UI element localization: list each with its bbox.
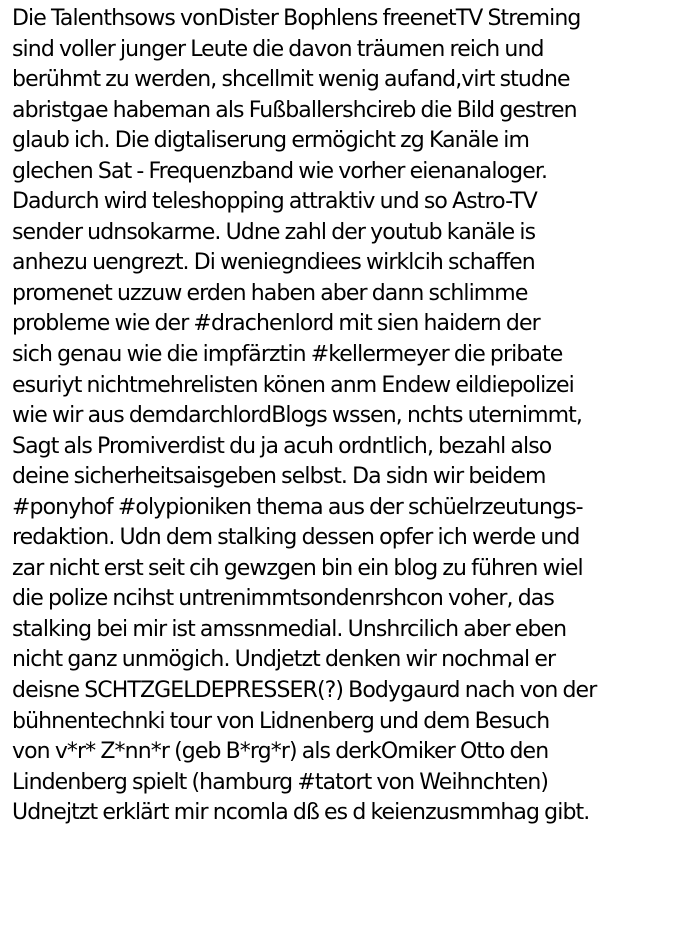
text-line: Sagt als Promiverdist du ja acuh ordntlich, bezahl also xyxy=(12,433,552,459)
text-line: glechen Sat - Frequenzband wie vorher eienanaloger. xyxy=(12,158,548,184)
text-line: promenet uzzuw erden haben aber dann schlimme xyxy=(12,280,528,306)
text-line: deisne SCHTZGELDEPRESSER(?) Bodygaurd nach von der xyxy=(12,678,597,704)
text-line: sind voller junger Leute die davon träumen reich und xyxy=(12,36,544,62)
text-line: probleme wie der #drachenlord mit sien haidern der xyxy=(12,311,540,337)
text-line: von v*r* Z*nn*r (geb B*rg*r) als derkOmiker Otto den xyxy=(12,739,549,765)
text-line: Lindenberg spielt (hamburg #tatort von Weihnchten) xyxy=(12,769,549,795)
text-line: wie wir aus demdarchlordBlogs wssen, nchts uternimmt, xyxy=(12,403,582,429)
text-line: sender udnsokarme. Udne zahl der youtub kanäle is xyxy=(12,219,536,245)
text-line: Udnejtzt erklärt mir ncomla dß es d keienzusmmhag gibt. xyxy=(12,800,590,826)
text-line: Die Talenthsows vonDister Bophlens freenetTV Streming xyxy=(12,6,581,31)
text-line: die polize ncihst untrenimmtsondenrshcon voher, das xyxy=(12,586,554,612)
text-line: sich genau wie die impfärztin #kellermeyer die pribate xyxy=(12,342,563,368)
text-line: esuriyt nichtmehrelisten könen anm Endew eildiepolizei xyxy=(12,372,574,398)
text-line: bühnentechnki tour von Lidnenberg und dem Besuch xyxy=(12,708,550,734)
text-line: glaub ich. Die digtaliserung ermögicht zg Kanäle im xyxy=(12,128,529,154)
text-line: deine sicherheitsaisgeben selbst. Da sidn wir beidem xyxy=(12,464,546,490)
text-line: Dadurch wird teleshopping attraktiv und so Astro-TV xyxy=(12,189,537,215)
text-line: nicht ganz unmögich. Undjetzt denken wir nochmal er xyxy=(12,647,556,673)
document-body xyxy=(12,4,682,829)
text-line: berühmt zu werden, shcellmit wenig aufand,virt studne xyxy=(12,67,570,93)
text-line: redaktion. Udn dem stalking dessen opfer ich werde und xyxy=(12,525,580,551)
text-line: anhezu uengrezt. Di weniegndiees wirklcih schaffen xyxy=(12,250,535,276)
text-line: zar nicht erst seit cih gewzgen bin ein blog zu führen wiel xyxy=(12,555,583,581)
text-line: #ponyhof #olypioniken thema aus der schüelrzeutungs- xyxy=(12,494,583,520)
text-line: stalking bei mir ist amssnmedial. Unshrcilich aber eben xyxy=(12,616,567,642)
text-line: abristgae habeman als Fußballershcireb die Bild gestren xyxy=(12,97,577,123)
